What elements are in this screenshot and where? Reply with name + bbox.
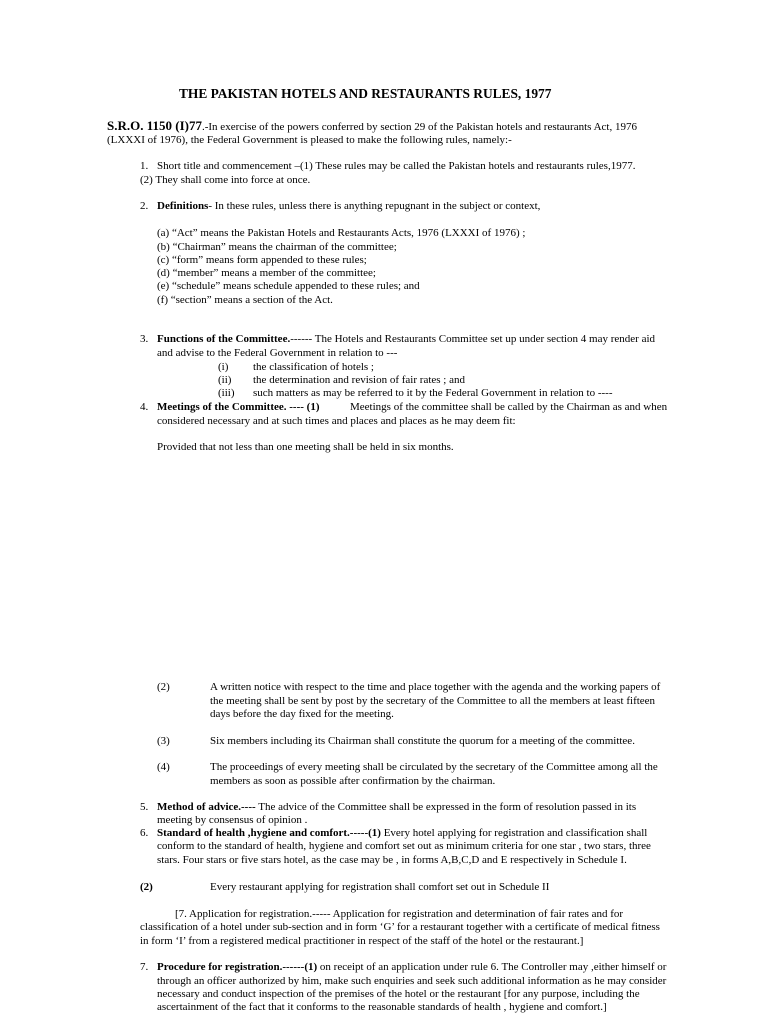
sro-line-1 [107, 119, 637, 135]
definition-f: (f) “section” means a section of the Act. [157, 294, 333, 306]
rule-7-text: on receipt of an application under rule 6. The Controller may ,either himself or [317, 961, 667, 973]
rule-7-number: 7. [140, 961, 149, 973]
definition-c: (c) “form” means form appended to these rules; [157, 254, 367, 266]
rule-7-heading: Procedure for registration.------(1) [157, 961, 318, 973]
rule-3-line-1 [157, 333, 655, 347]
rule-3-item-ii-number: (ii) [218, 374, 232, 386]
rule-5-line-1 [157, 801, 636, 815]
rule-4-proviso: Provided that not less than one meeting shall be held in six months. [157, 441, 454, 453]
rule-5-text: The advice of the Committee shall be expressed in the form of resolution passed in its [255, 801, 637, 813]
rule-7-line-2: through an officer authorized by him, make such enquiries and seek such additional information as he may consider [157, 975, 667, 987]
rule-4-text: Meetings of the committee shall be called by the Chairman as and when [350, 401, 668, 413]
rule-1-number: 1. [140, 160, 149, 172]
rule-6-sub-2-number-text: (2) [140, 881, 153, 893]
rule-5-line-2: meeting by consensus of opinion . [157, 814, 308, 826]
rule-3-text: ------ The Hotels and Restaurants Committee set up under section 4 may render aid [290, 333, 656, 345]
rule-4-sub-2-number: (2) [157, 681, 170, 693]
definition-a: (a) “Act” means the Pakistan Hotels and Restaurants Acts, 1976 (LXXXI of 1976) ; [157, 227, 526, 239]
rule-3-number: 3. [140, 333, 149, 345]
sro-line-2: (LXXXI of 1976), the Federal Government is pleased to make the following rules, namely:- [107, 134, 512, 146]
rule-1-line-1: Short title and commencement –(1) These rules may be called the Pakistan hotels and restaurants rules,1977. [157, 160, 636, 172]
bracket-rule-7-line-1: [7. Application for registration.----- Application for registration and determination of fair rates and for [175, 908, 624, 920]
rule-4-heading [157, 401, 320, 415]
rule-3-item-i-number: (i) [218, 361, 229, 373]
rule-7-line-4: ascertainment of the fact that it conforms to the reasonable standards of health , hygiene and comfort.] [157, 1001, 607, 1013]
rule-3-heading: Functions of the Committee. [157, 333, 291, 345]
rule-4-sub-4-number: (4) [157, 761, 170, 773]
rule-3-item-i-text: the classification of hotels ; [253, 361, 374, 373]
bracket-rule-7-line-2: classification of a hotel under sub-section and in form ‘G’ for a restaurant together with a certificate of medical fitness [140, 921, 660, 933]
rule-4-line-2: considered necessary and at such times and places and places as he may deem fit: [157, 415, 516, 427]
rule-4-sub-2-line-3: days before the day fixed for the meeting. [210, 708, 394, 720]
rule-7-line-1 [157, 961, 666, 975]
rule-4-sub-4-line-2: members as soon as possible after confirmation by the chairman. [210, 775, 496, 787]
sro-text: .-In exercise of the powers conferred by section 29 of the Pakistan hotels and restaurants Act, 1976 [201, 121, 637, 133]
rule-3-item-iii-text: such matters as may be referred to it by the Federal Government in relation to ---- [253, 387, 613, 399]
rule-4-sub-3-number: (3) [157, 735, 170, 747]
rule-6-text: Every hotel applying for registration and classification shall [380, 827, 648, 839]
rule-3-item-iii-number: (iii) [218, 387, 235, 399]
rule-6-sub-2-text: Every restaurant applying for registration shall comfort set out in Schedule II [210, 881, 550, 893]
rule-3-line-2: and advise to the Federal Government in relation to --- [157, 347, 398, 359]
rule-2-number: 2. [140, 200, 149, 212]
rule-2-heading: Definitions [157, 200, 209, 212]
rule-6-line-2: conform to the standard of health, hygiene and comfort set out as minimum criteria for one star , two stars, three [157, 840, 651, 852]
rule-5-number: 5. [140, 801, 149, 813]
sro-number: S.R.O. 1150 (I)77 [107, 118, 202, 133]
definition-e: (e) “schedule” means schedule appended to these rules; and [157, 280, 420, 292]
rule-6-line-1 [157, 827, 647, 841]
rule-4-number: 4. [140, 401, 149, 413]
rule-2-line [157, 200, 540, 214]
rule-6-line-3: stars. Four stars or five stars hotel, as the case may be , in forms A,B,C,D and E respectively in Schedule I. [157, 854, 627, 866]
rule-1-line-2: (2) They shall come into force at once. [140, 174, 311, 186]
rule-4-sub-2-line-1: A written notice with respect to the time and place together with the agenda and the working papers of [210, 681, 661, 693]
bracket-rule-7-line-3: in form ‘I’ from a registered medical practitioner in respect of the staff of the hotel or the restaurant.] [140, 935, 584, 947]
definition-b: (b) “Chairman” means the chairman of the committee; [157, 241, 397, 253]
rule-4-sub-3-line-1: Six members including its Chairman shall constitute the quorum for a meeting of the committee. [210, 735, 635, 747]
page-title: THE PAKISTAN HOTELS AND RESTAURANTS RULES, 1977 [179, 86, 552, 101]
rule-5-heading: Method of advice.---- [157, 801, 256, 813]
rule-4-sub-4-line-1: The proceedings of every meeting shall be circulated by the secretary of the Committee among all the [210, 761, 658, 773]
rule-4-heading-text: Meetings of the Committee. ---- (1) [157, 401, 320, 413]
rule-6-heading: Standard of health ,hygiene and comfort.-----(1) [157, 827, 381, 839]
rule-2-text: - In these rules, unless there is anything repugnant in the subject or context, [208, 200, 541, 212]
rule-3-item-ii-text: the determination and revision of fair rates ; and [253, 374, 465, 386]
rule-7-line-3: necessary and conduct inspection of the premises of the hotel or the restaurant [for any purpose, including the [157, 988, 640, 1000]
definition-d: (d) “member” means a member of the committee; [157, 267, 376, 279]
rule-4-sub-2-line-2: the meeting shall be sent by post by the secretary of the Committee to all the members at least fifteen [210, 695, 656, 707]
rule-6-sub-2-number [140, 881, 153, 895]
rule-6-number: 6. [140, 827, 149, 839]
